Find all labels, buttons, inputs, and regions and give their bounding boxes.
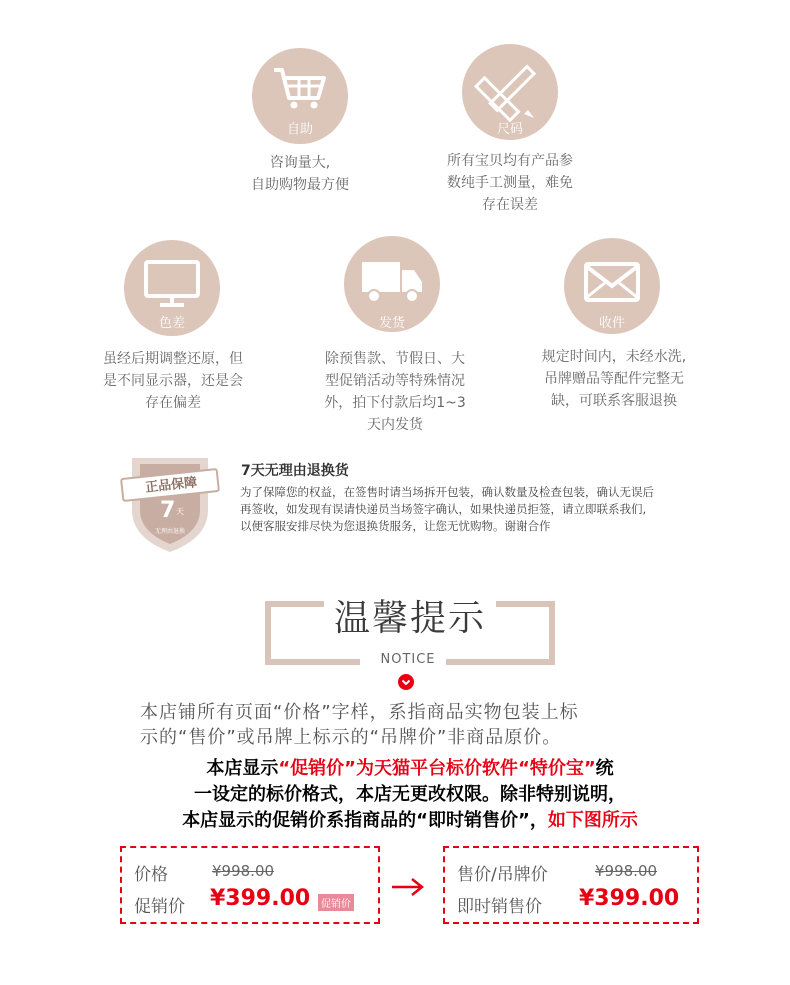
- feature-desc: 规定时间内，未经水洗, 吊牌赠品等配件完整无 缺，可联系客服退换: [541, 349, 687, 409]
- original-price: ¥998.00: [595, 862, 658, 880]
- feature-receive-badge: [564, 238, 660, 334]
- instant-price-label: 即时销售价: [457, 897, 542, 917]
- price-label: 价格: [134, 865, 168, 885]
- feature-label: 自助: [286, 122, 313, 137]
- promo-price: ¥399.00: [210, 886, 311, 911]
- chevron-down-icon: [398, 674, 414, 690]
- notice-title: 温馨提示: [333, 598, 486, 639]
- sale-price-label: 售价/吊牌价: [457, 865, 548, 885]
- badge-small-text: 无理由退换: [154, 528, 185, 535]
- feature-label: 发货: [378, 316, 405, 331]
- feature-label: 尺码: [496, 122, 523, 137]
- badge-day: 天: [176, 507, 184, 516]
- guarantee-badge: [118, 452, 222, 556]
- guarantee-title: 7天无理由退换货: [241, 463, 349, 479]
- feature-desc: 咨询量大, 自助购物最方便: [251, 155, 349, 193]
- feature-self-service-badge: [252, 48, 348, 144]
- instant-price: ¥399.00: [579, 886, 680, 911]
- price-example-right: [443, 846, 699, 924]
- notice-subtitle: NOTICE: [380, 652, 436, 667]
- feature-desc: 所有宝贝均有产品参 数纯手工测量，难免 存在误差: [447, 153, 573, 213]
- promo-tag: 促销价: [318, 894, 354, 911]
- notice-paragraph-1: 本店铺所有页面“价格”字样，系指商品实物包装上标 示的“售价”或吊牌上标示的“吊牌价”非商品原价。: [140, 702, 579, 748]
- feature-color-badge: [124, 240, 220, 336]
- price-example-left: [120, 846, 380, 924]
- promo-price-label: 促销价: [134, 897, 185, 917]
- feature-shipping-badge: [344, 236, 440, 332]
- feature-desc: 除预售款、节假日、大 型促销活动等特殊情况 外，拍下付款后均1~3 天内发货: [324, 351, 466, 433]
- feature-size-badge: [462, 44, 558, 140]
- badge-number: 7: [160, 498, 176, 523]
- guarantee-text: 为了保障您的权益，在签售时请当场拆开包装，确认数量及检查包装，确认无误后 再签收，如发现有误请快递员当场签字确认，如果快递员拒签，请立即联系我们, 以便客服安排尽快为您退换货服务，让您无忧购物。谢谢合作: [240, 485, 654, 533]
- arrow-right-icon: [390, 877, 426, 897]
- original-price: ¥998.00: [212, 862, 275, 880]
- badge-top-text: 正品保障: [144, 475, 198, 496]
- feature-label: 收件: [598, 316, 625, 331]
- feature-desc: 虽经后期调整还原，但 是不同显示器，还是会 存在偏差: [103, 351, 243, 411]
- feature-label: 色差: [158, 316, 185, 331]
- notice-paragraph-2: 本店显示“促销价”为天猫平台标价软件“特价宝”统 一设定的标价格式，本店无更改权限。除非特别说明， 本店显示的促销价系指商品的“即时销售价”，如下图所示: [182, 758, 638, 831]
